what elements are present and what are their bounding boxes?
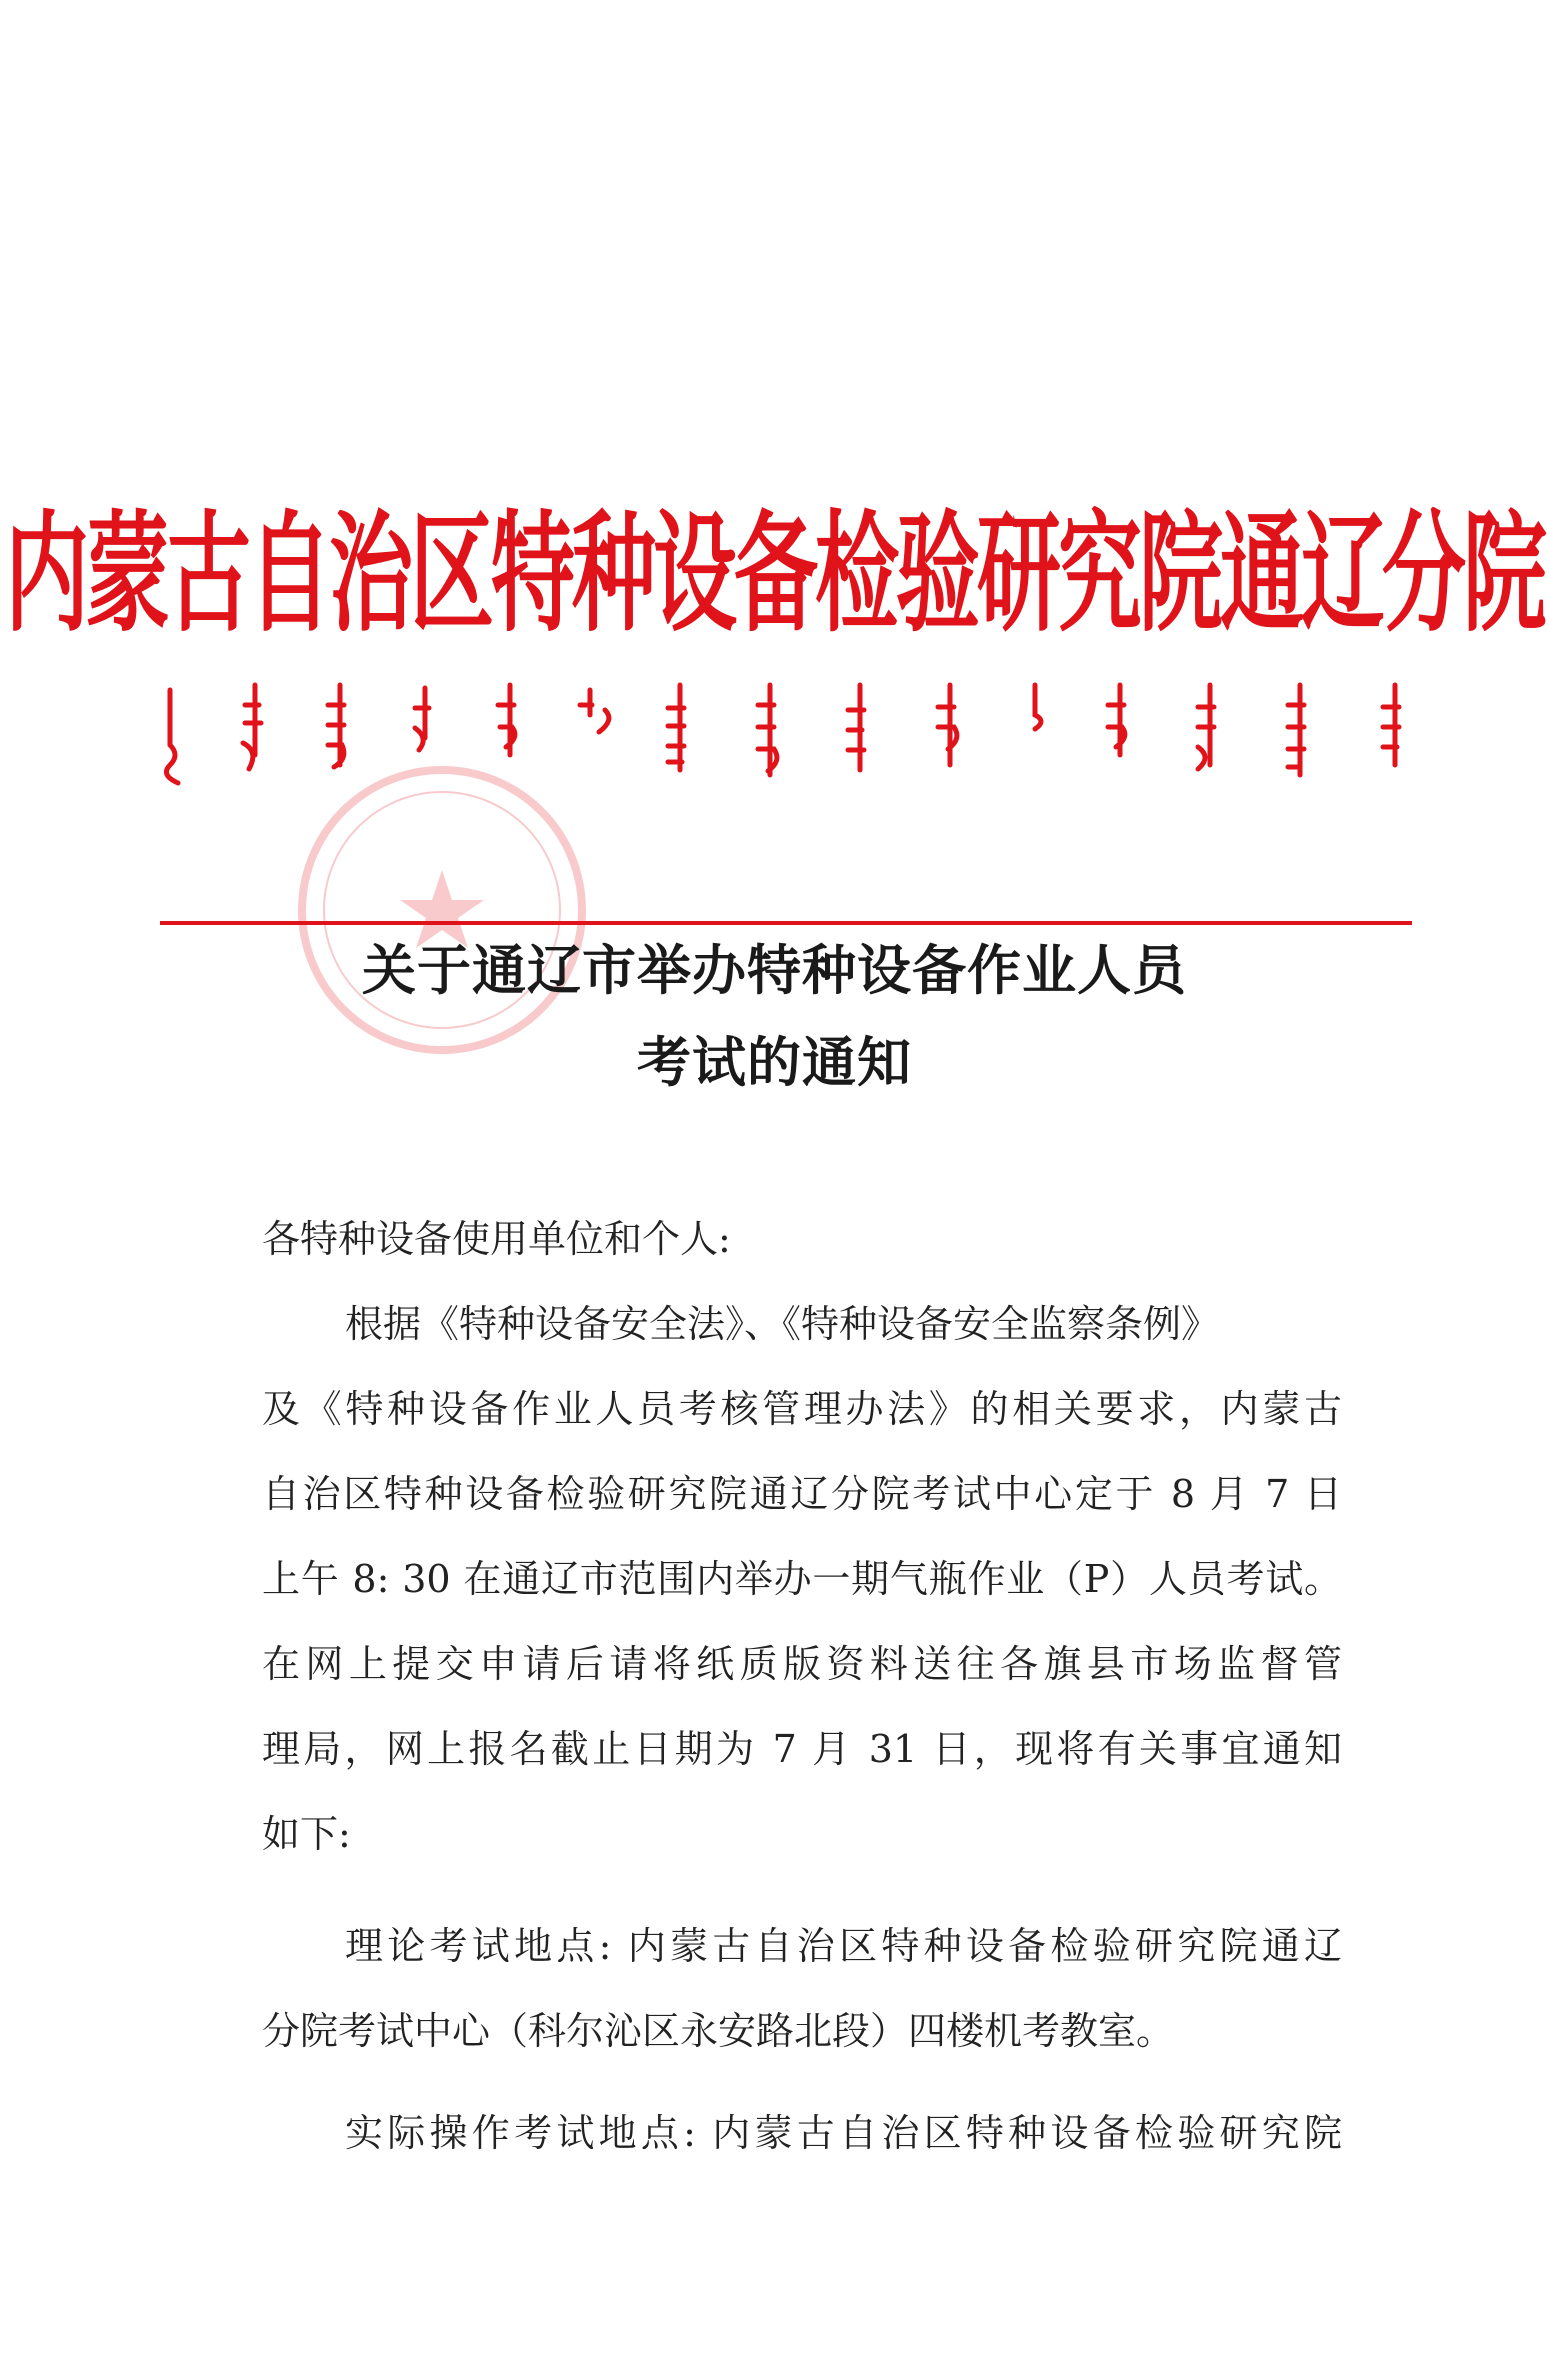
mongol-word-11 <box>938 685 957 765</box>
mongol-word-2 <box>243 685 261 769</box>
paragraph-1-line-2: 及《特种设备作业人员考核管理办法》的相关要求，内蒙古 <box>262 1387 1342 1431</box>
mongol-word-6 <box>580 690 592 715</box>
mongol-word-4 <box>415 688 429 750</box>
letterhead-divider <box>160 921 1412 925</box>
mongol-word-16 <box>1383 685 1399 765</box>
mongol-word-10 <box>848 685 864 770</box>
mongol-word-13 <box>1108 685 1125 755</box>
paragraph-2-line-2: 分院考试中心（科尔沁区永安路北段）四楼机考教室。 <box>262 2009 1175 2053</box>
paragraph-1-line-1: 根据《特种设备安全法》、《特种设备安全监察条例》 <box>345 1302 1220 1346</box>
mongol-word-12 <box>1035 685 1041 729</box>
paragraph-2-line-1: 理论考试地点: 内蒙古自治区特种设备检验研究院通辽 <box>345 1924 1342 1968</box>
paragraph-1-line-6: 理局，网上报名截止日期为 7 月 31 日，现将有关事宜通知 <box>262 1727 1342 1771</box>
salutation: 各特种设备使用单位和个人: <box>262 1217 731 1261</box>
official-seal <box>292 760 592 1060</box>
mongol-word-8 <box>668 685 684 770</box>
paragraph-1-line-3: 自治区特种设备检验研究院通辽分院考试中心定于 8 月 7 日 <box>262 1472 1342 1516</box>
paragraph-1-line-4: 上午 8: 30 在通辽市范围内举办一期气瓶作业（P）人员考试。 <box>262 1557 1342 1601</box>
mongol-word-7 <box>599 710 609 732</box>
paragraph-1-line-7: 如下: <box>262 1812 351 1856</box>
letterhead-org-name: 内蒙古自治区特种设备检验研究院通辽分院 <box>4 497 1544 650</box>
mongol-word-5 <box>498 685 515 755</box>
mongol-word-9 <box>758 685 777 775</box>
paragraph-3-line-1: 实际操作考试地点: 内蒙古自治区特种设备检验研究院 <box>345 2111 1342 2155</box>
mongol-word-15 <box>1288 685 1304 775</box>
mongol-word-3 <box>328 685 344 767</box>
paragraph-1-line-5: 在网上提交申请后请将纸质版资料送往各旗县市场监督管 <box>262 1642 1342 1686</box>
mongol-word-14 <box>1198 685 1214 769</box>
notice-title-line-1: 关于通辽市举办特种设备作业人员 <box>362 939 1187 1002</box>
mongol-word-1 <box>166 690 178 783</box>
notice-title-line-2: 考试的通知 <box>637 1031 912 1094</box>
